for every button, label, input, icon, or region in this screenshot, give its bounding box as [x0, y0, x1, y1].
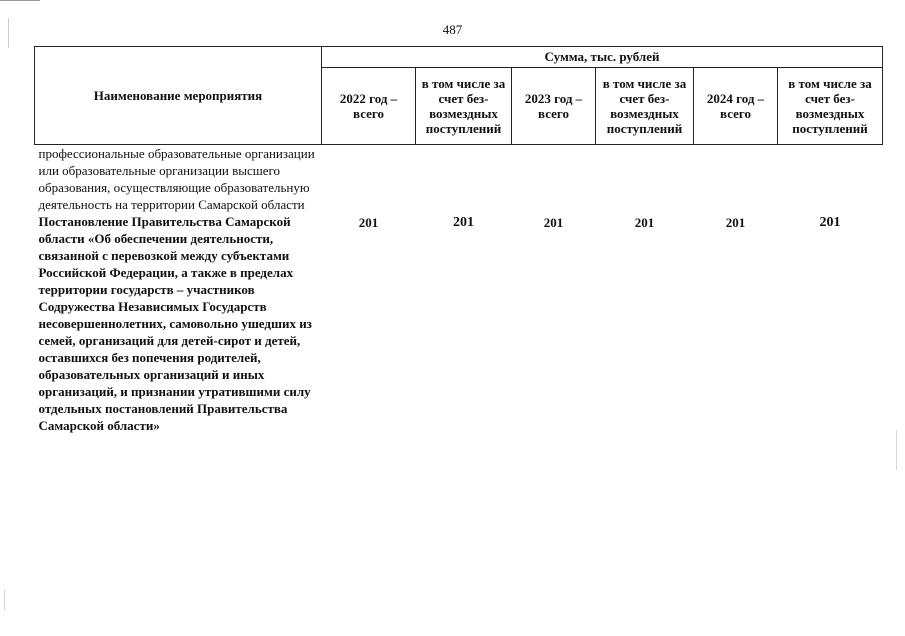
value-2024-gratuitous	[778, 145, 883, 214]
value-2024-total: 201	[725, 215, 746, 230]
column-header-2023-total: 2023 год – всего	[512, 68, 596, 145]
value-2023-total	[512, 145, 596, 214]
scan-edge-mark	[896, 430, 897, 470]
row-name: профессиональные образовательные организации или образовательные организации высшего образования, осуществляющие образовательную деятельность на территории Самарской области	[38, 146, 315, 212]
table-row	[35, 213, 883, 434]
column-header-2022-gratuitous: в том числе за счет без-возмездных поступлений	[416, 68, 512, 145]
scan-edge-mark	[4, 590, 5, 610]
column-header-2024-gratuitous: в том числе за счет без-возмездных поступлений	[778, 68, 883, 145]
budget-table	[34, 46, 883, 434]
column-header-2023-gratuitous: в том числе за счет без-возмездных поступлений	[596, 68, 694, 145]
scan-edge-mark	[0, 0, 40, 1]
value-2023-total: 201	[543, 215, 564, 230]
column-header-name: Наименование мероприятия	[35, 47, 322, 145]
value-2024-total	[694, 145, 778, 214]
value-2022-total	[322, 145, 416, 214]
value-2023-gratuitous	[596, 145, 694, 214]
value-2022-gratuitous	[416, 145, 512, 214]
column-header-2022-total: 2022 год – всего	[322, 68, 416, 145]
value-2024-gratuitous: 201	[819, 215, 841, 230]
value-2022-total: 201	[358, 215, 379, 230]
table-row	[35, 145, 883, 214]
value-2022-gratuitous: 201	[453, 215, 474, 230]
column-header-2024-total: 2024 год – всего	[694, 68, 778, 145]
table-header	[35, 47, 883, 145]
value-2023-gratuitous: 201	[634, 215, 655, 230]
column-header-sum: Сумма, тыс. рублей	[322, 47, 883, 68]
scan-edge-mark	[8, 18, 9, 48]
page-number: 487	[442, 22, 463, 37]
row-name: Постановление Правительства Самарской области «Об обеспечении деятельности, связанной с перевозкой между субъектами Российской Федерации, а также в пределах территории государств – участников Содружества Независимых Государств несовершеннолетних, самовольно ушедших из семей, организаций для детей-сирот и детей, оставшихся без попечения родителей, образовательных организаций и иных организаций, и признании утратившими силу отдельных постановлений Правительства Самарской области»	[38, 214, 312, 433]
